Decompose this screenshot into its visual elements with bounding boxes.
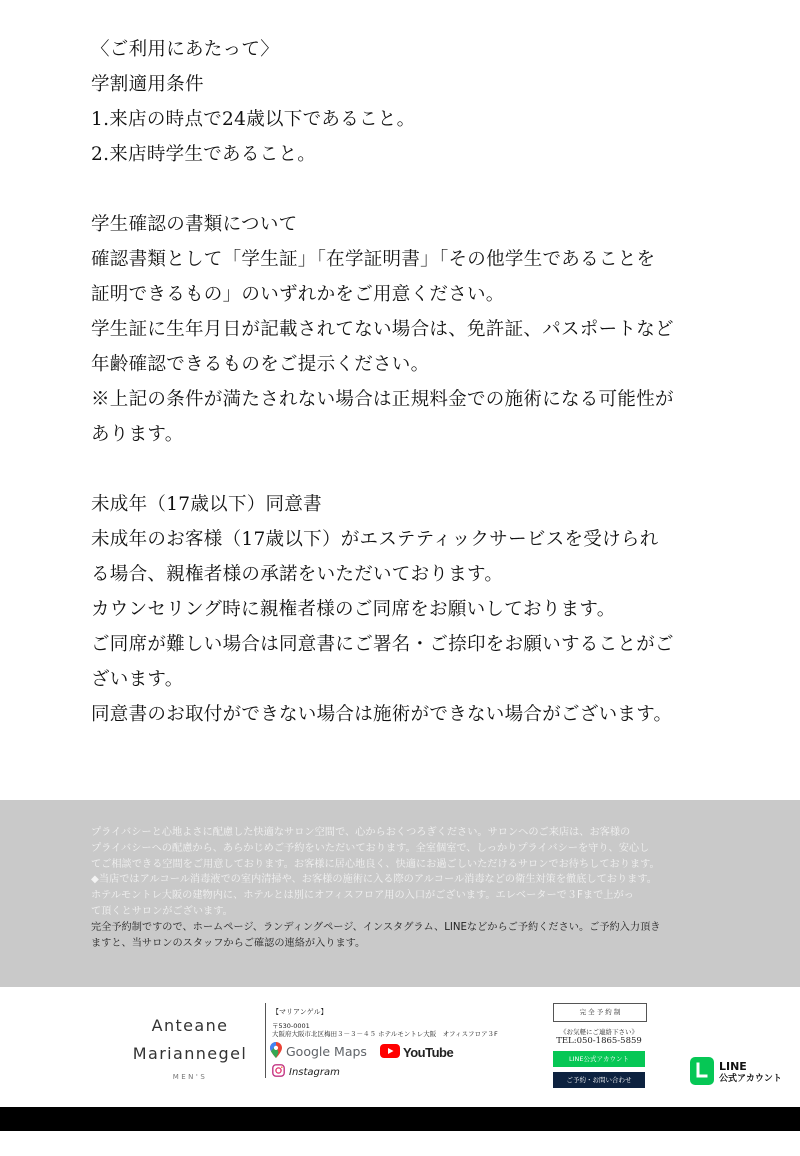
notice-line: ◆当店ではアルコール消毒液での室内清掃や、お客様の施術に入る際のアルコール消毒などの衛生対策を徹底しております。 [91,874,657,886]
footer [0,987,800,1107]
brand-logo-line1: Anteane [151,1016,229,1035]
brand-logo-line2: Mariannegel [132,1044,248,1063]
contact-note: 《お気軽にご連絡下さい》 [560,1028,638,1036]
text-line: ざいます。 [91,669,184,690]
notice-line: ますと、当サロンのスタッフからご確認の連絡が入ります。 [91,937,366,949]
line-logo-text-2: 公式アカウント [719,1074,782,1084]
salon-label: 【マリアンゲル】 [272,1008,328,1016]
line-logo-icon [690,1057,714,1089]
reservation-inquiry-button[interactable]: ご予約・お問い合わせ [553,1072,645,1088]
line-logo-text [719,1061,782,1085]
instagram-icon [272,1064,285,1080]
notice-line: 完全予約制ですので、ホームページ、ランディングページ、インスタグラム、LINEなどからご予約ください。ご予約入力頂き [91,921,661,933]
notice-section [0,800,800,987]
text-line: 同意書のお取付ができない場合は施術ができない場合がございます。 [91,704,673,725]
line-logo-text-1: LINE [719,1060,747,1073]
text-line: 未成年のお客様（17歳以下）がエステティックサービスを受けられ [91,529,659,550]
text-line: 学生確認の書類について [91,214,298,235]
notice-line: て頂くとサロンがございます。 [91,905,233,917]
line-official-logo[interactable] [690,1057,782,1089]
text-line: あります。 [91,424,184,445]
youtube-label: YouTube [403,1044,454,1060]
instagram-label: Instagram [289,1066,340,1078]
instagram-link[interactable] [272,1064,340,1080]
text-line: 証明できるもの」のいずれかをご用意ください。 [91,284,505,305]
notice-text [91,825,721,951]
divider [265,1003,266,1078]
google-maps-link[interactable] [270,1042,367,1060]
notice-line: ホテルモントレ大阪の建物内に、ホテルとは別にオフィスフロア用の入口がございます。エレベーターで３Fまで上がっ [91,890,634,902]
brand-subtitle: MEN'S [172,1073,208,1081]
google-maps-pin-icon [270,1042,282,1061]
reservation-only-badge: 完 全 予 約 制 [553,1003,647,1022]
text-line: る場合、親権者様の承諾をいただいております。 [91,564,504,585]
phone-number[interactable]: TEL:050-1865-5859 [556,1036,642,1046]
spacer [91,172,731,207]
line-official-account-button[interactable]: LINE公式アカウント [553,1051,645,1067]
main-content [91,32,731,732]
notice-line: プライバシーと心地よさに配慮した快適なサロン空間で、心からおくつろぎください。サロンへのご来店は、お客様の [91,827,631,838]
text-line: ご同席が難しい場合は同意書にご署名・ご捺印をお願いすることがご [91,634,674,655]
notice-line: プライバシーへの配慮から、あらかじめご予約をいただいております。全室個室で、しっかりプライバシーを守り、安心し [91,842,650,854]
youtube-link[interactable] [380,1043,453,1061]
youtube-play-icon [380,1044,400,1061]
postal-code: 〒530-0001 [272,1022,310,1030]
spacer [91,452,731,487]
address: 大阪府大阪市北区梅田３－３－４５ ホテルモントレ大阪 オフィスフロア３F [272,1030,498,1038]
notice-line: てご相談できる空間をご用意しております。お客様に居心地良く、快適にお過ごしいただけるサロンでお待ちしております。 [91,858,660,870]
text-line: 〈ご利用にあたって〉 [91,39,280,60]
bottom-bar [0,1107,800,1131]
text-line: 年齢確認できるものをご提示ください。 [91,354,430,375]
text-line: 学生証に生年月日が記載されてない場合は、免許証、パスポートなど [91,319,674,340]
google-maps-label: Google Maps [286,1043,367,1059]
text-line: 1.来店の時点で24歳以下であること。 [91,109,416,130]
text-line: カウンセリング時に親権者様のご同席をお願いしております。 [91,599,616,620]
text-line: 確認書類として「学生証」「在学証明書」「その他学生であることを [91,249,656,270]
text-line: 未成年（17歳以下）同意書 [91,494,322,515]
text-line: 2.来店時学生であること。 [91,144,317,165]
text-line: ※上記の条件が満たされない場合は正規料金での施術になる可能性が [91,389,674,410]
text-line: 学割適用条件 [91,74,204,95]
